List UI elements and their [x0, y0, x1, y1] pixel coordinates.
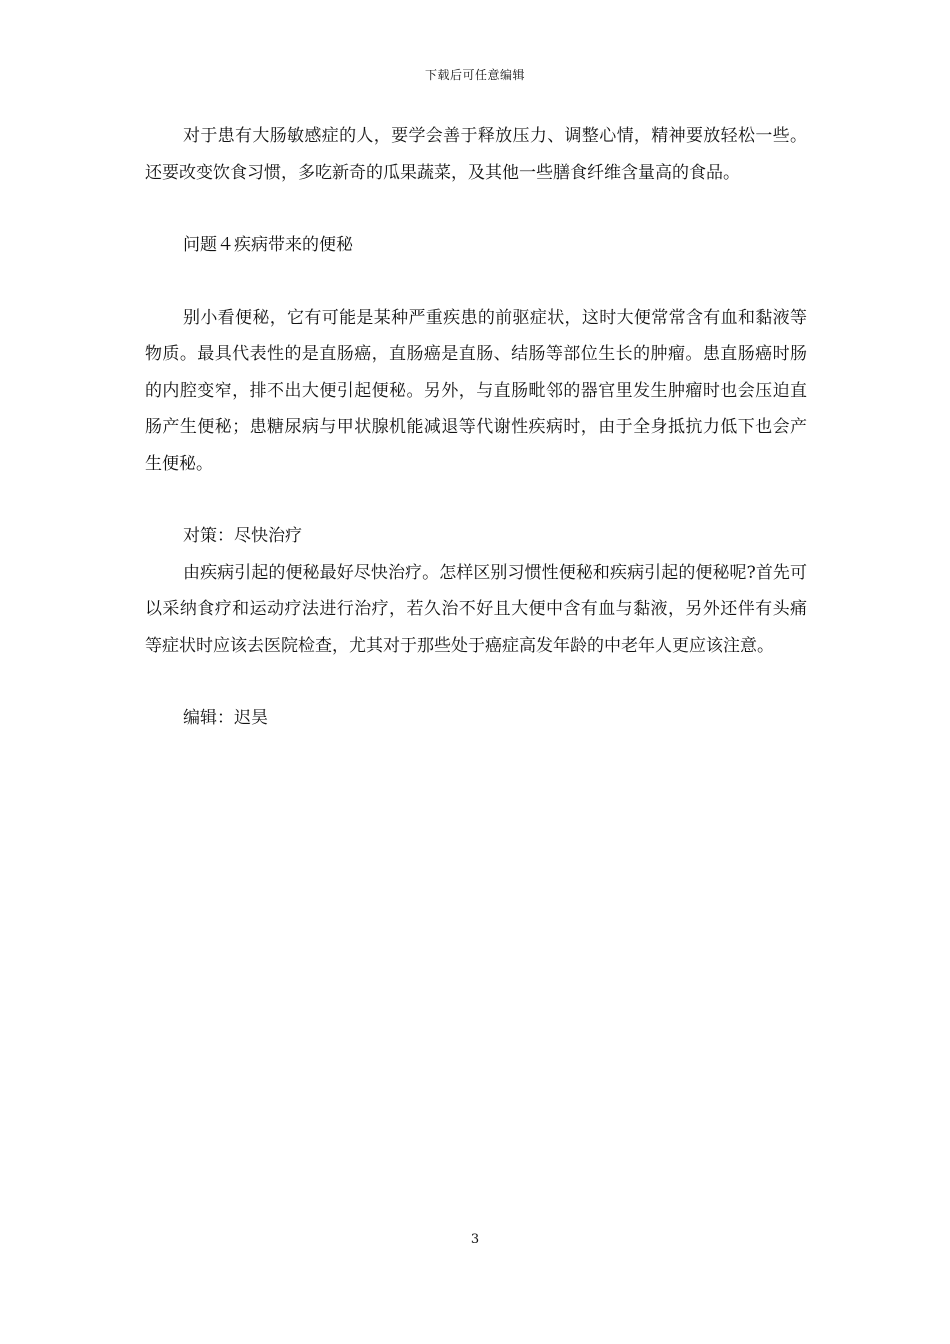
paragraph-gap: [145, 664, 807, 700]
section-heading-countermeasure: 对策：尽快治疗: [183, 526, 302, 546]
page-number: 3: [470, 1232, 480, 1247]
paragraph-disease-constipation: 别小看便秘，它有可能是某种严重疾患的前驱症状，这时大便常常含有血和黏液等物质。最具代表性的是直肠癌，直肠癌是直肠、结肠等部位生长的肿瘤。患直肠癌时肠的内腔变窄，排不出大便引起便秘。另外，与直肠毗邻的器官里发生肿瘤时也会压迫直肠产生便秘；患糖尿病与甲状腺机能减退等代谢性疾病时，由于全身抵抗力低下也会产生便秘。: [145, 307, 807, 474]
paragraph-gap: [145, 191, 807, 227]
document-body: [145, 118, 807, 737]
paragraph-treatment: 由疾病引起的便秘最好尽快治疗。怎样区别习惯性便秘和疾病引起的便秘呢?首先可以采纳食疗和运动疗法进行治疗，若久治不好且大便中含有血与黏液，另外还伴有头痛等症状时应该去医院检查，尤其对于那些处于癌症高发年龄的中老年人更应该注意。: [145, 562, 807, 656]
section-heading-problem-4: 问题４疾病带来的便秘: [183, 235, 353, 255]
paragraph-gap: [145, 482, 807, 518]
paragraph-gap: [145, 264, 807, 300]
paragraph-advice: 对于患有大肠敏感症的人，要学会善于释放压力、调整心情，精神要放轻松一些。还要改变饮食习惯，多吃新奇的瓜果蔬菜，及其他一些膳食纤维含量高的食品。: [145, 126, 807, 183]
editor-credit: 编辑：迟昊: [183, 708, 268, 728]
page-header: 下载后可任意编辑: [424, 68, 525, 82]
